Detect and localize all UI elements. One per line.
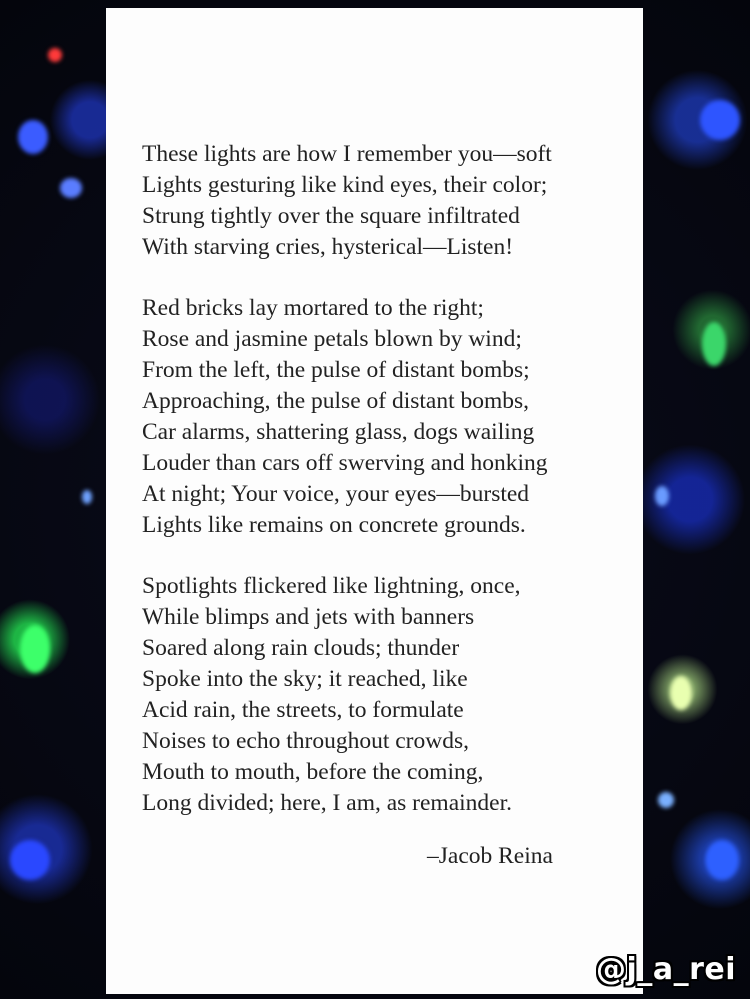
poem-line: Soared along rain clouds; thunder bbox=[142, 635, 460, 661]
poem-line: Mouth to mouth, before the coming, bbox=[142, 759, 484, 785]
bokeh-light bbox=[670, 676, 692, 710]
poem-line: These lights are how I remember you—soft bbox=[142, 141, 552, 167]
poem-line: At night; Your voice, your eyes—bursted bbox=[142, 481, 530, 507]
poem-line: While blimps and jets with banners bbox=[142, 604, 475, 630]
poem-line: Acid rain, the streets, to formulate bbox=[142, 697, 464, 723]
poem-text bbox=[142, 139, 552, 849]
bokeh-light bbox=[20, 625, 50, 673]
poem-paper bbox=[106, 8, 643, 994]
bokeh-light bbox=[705, 840, 739, 880]
poem-line: Approaching, the pulse of distant bombs, bbox=[142, 388, 530, 414]
poem-line: Noises to echo throughout crowds, bbox=[142, 728, 469, 754]
watermark-handle: @j_a_rei bbox=[596, 952, 736, 987]
bokeh-light bbox=[10, 840, 50, 880]
bokeh-light bbox=[82, 490, 92, 504]
poem-line: Louder than cars off swerving and honking bbox=[142, 450, 548, 476]
poem-line: Long divided; here, I am, as remainder. bbox=[142, 790, 512, 816]
poem-stanza bbox=[142, 571, 552, 819]
poem-line: Spotlights flickered like lightning, once, bbox=[142, 573, 521, 599]
poem-stanza bbox=[142, 139, 552, 263]
poem-line: Lights gesturing like kind eyes, their color; bbox=[142, 172, 548, 198]
poem-line: Red bricks lay mortared to the right; bbox=[142, 295, 484, 321]
bokeh-light bbox=[655, 486, 669, 506]
poem-line: Lights like remains on concrete grounds. bbox=[142, 512, 526, 538]
poem-line: Rose and jasmine petals blown by wind; bbox=[142, 326, 522, 352]
bokeh-light bbox=[60, 178, 82, 198]
bokeh-light bbox=[702, 322, 726, 366]
poem-line: Strung tightly over the square infiltrated bbox=[142, 203, 520, 229]
poem-stanza bbox=[142, 293, 552, 541]
poem-line: From the left, the pulse of distant bombs; bbox=[142, 357, 530, 383]
bokeh-light bbox=[18, 120, 48, 154]
bokeh-light bbox=[658, 792, 674, 808]
bokeh-light bbox=[700, 100, 740, 140]
poem-line: Car alarms, shattering glass, dogs wailing bbox=[142, 419, 535, 445]
poem-signature: –Jacob Reina bbox=[427, 843, 553, 869]
poem-line: Spoke into the sky; it reached, like bbox=[142, 666, 468, 692]
poem-line: With starving cries, hysterical—Listen! bbox=[142, 234, 514, 260]
bokeh-light bbox=[48, 48, 62, 62]
